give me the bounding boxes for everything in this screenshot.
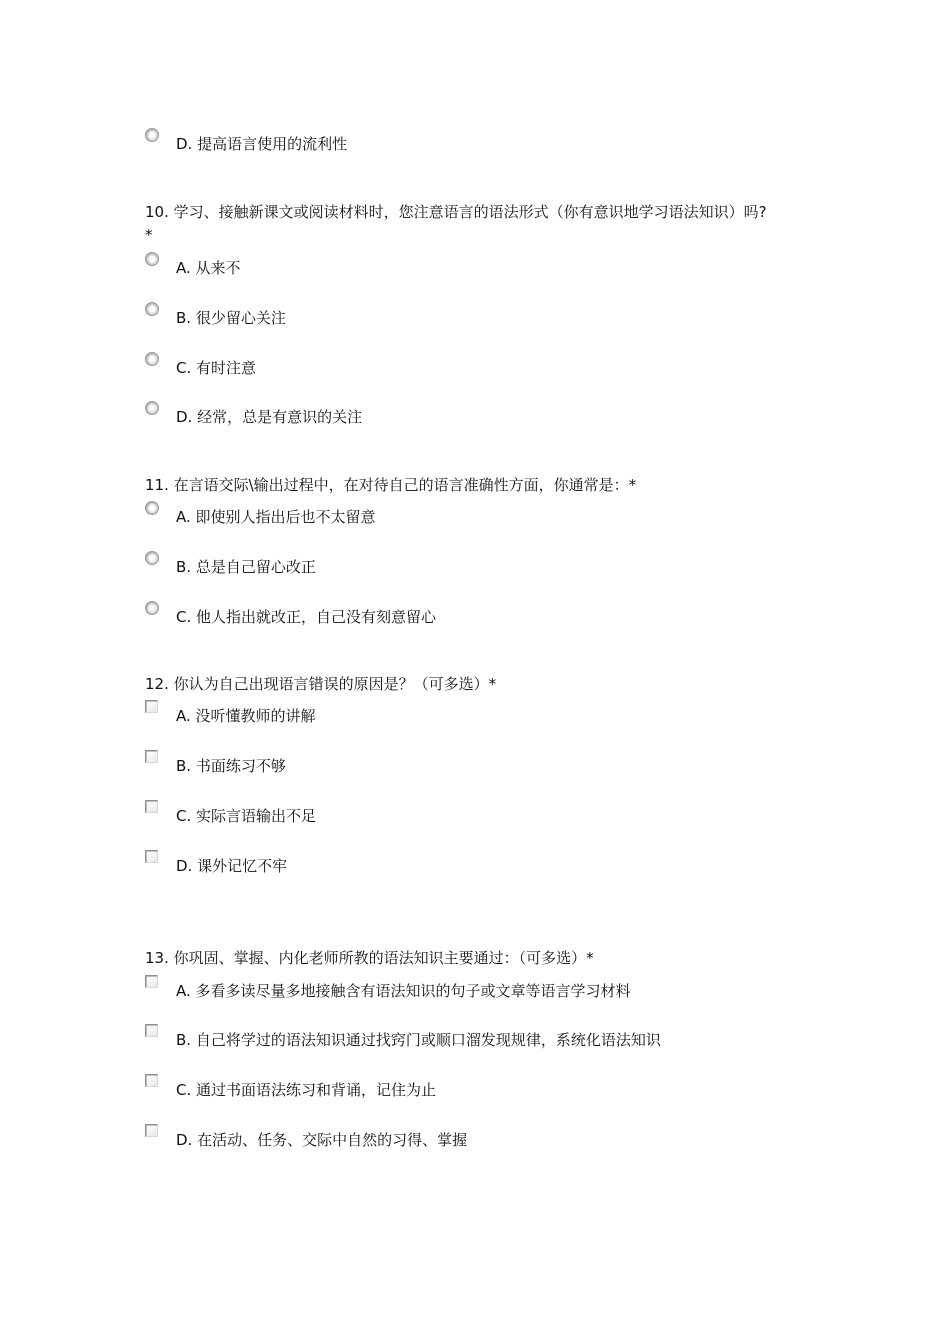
q9-option-d[interactable] (145, 134, 845, 154)
radio-button-icon[interactable] (145, 352, 159, 366)
checkbox-icon[interactable] (145, 800, 158, 813)
q13-option-c[interactable] (145, 1080, 845, 1100)
radio-button-icon[interactable] (145, 601, 159, 615)
question-10-text: 10. 学习、接触新课文或阅读材料时，您注意语言的语法形式（你有意识地学习语法知识）吗? (145, 203, 767, 221)
q12-option-a[interactable] (145, 706, 845, 726)
option-label: C. 通过书面语法练习和背诵，记住为止 (176, 1081, 437, 1099)
q13-option-b[interactable] (145, 1030, 845, 1050)
option-label: B. 书面练习不够 (176, 757, 286, 775)
required-mark: * (145, 226, 153, 244)
radio-button-icon[interactable] (145, 401, 159, 415)
checkbox-icon[interactable] (145, 1024, 158, 1037)
radio-button-icon[interactable] (145, 252, 159, 266)
q10-option-a[interactable] (145, 258, 845, 278)
q12-option-d[interactable] (145, 856, 845, 876)
option-label: A. 从来不 (176, 259, 241, 277)
checkbox-icon[interactable] (145, 1124, 158, 1137)
q11-option-a[interactable] (145, 507, 845, 527)
checkbox-icon[interactable] (145, 1074, 158, 1087)
checkbox-icon[interactable] (145, 750, 158, 763)
option-label: D. 经常，总是有意识的关注 (176, 408, 363, 426)
option-label: D. 在活动、任务、交际中自然的习得、掌握 (176, 1131, 468, 1149)
option-label: B. 总是自己留心改正 (176, 558, 316, 576)
option-label: A. 没听懂教师的讲解 (176, 707, 316, 725)
checkbox-icon[interactable] (145, 850, 158, 863)
option-label: C. 他人指出就改正，自己没有刻意留心 (176, 608, 437, 626)
option-label: B. 自己将学过的语法知识通过找窍门或顺口溜发现规律，系统化语法知识 (176, 1031, 661, 1049)
option-label: D. 课外记忆不牢 (176, 857, 288, 875)
option-label: C. 有时注意 (176, 359, 257, 377)
q10-option-c[interactable] (145, 358, 845, 378)
option-label: A. 即使别人指出后也不太留意 (176, 508, 376, 526)
q11-option-c[interactable] (145, 607, 845, 627)
q13-option-d[interactable] (145, 1130, 845, 1150)
q10-option-b[interactable] (145, 308, 845, 328)
checkbox-icon[interactable] (145, 975, 158, 988)
option-label: D. 提高语言使用的流利性 (176, 135, 348, 153)
q12-option-b[interactable] (145, 756, 845, 776)
radio-button-icon[interactable] (145, 501, 159, 515)
radio-button-icon[interactable] (145, 551, 159, 565)
radio-button-icon[interactable] (145, 128, 159, 142)
option-label: A. 多看多读尽量多地接触含有语法知识的句子或文章等语言学习材料 (176, 982, 631, 1000)
question-13-text: 13. 你巩固、掌握、内化老师所教的语法知识主要通过：（可多选）* (145, 949, 594, 967)
checkbox-icon[interactable] (145, 700, 158, 713)
question-11-text: 11. 在言语交际\输出过程中，在对待自己的语言准确性方面，你通常是：* (145, 476, 637, 494)
q13-option-a[interactable] (145, 981, 845, 1001)
option-label: B. 很少留心关注 (176, 309, 286, 327)
q10-option-d[interactable] (145, 407, 845, 427)
q11-option-b[interactable] (145, 557, 845, 577)
radio-button-icon[interactable] (145, 302, 159, 316)
option-label: C. 实际言语输出不足 (176, 807, 317, 825)
question-12-text: 12. 你认为自己出现语言错误的原因是？（可多选）* (145, 675, 497, 693)
q12-option-c[interactable] (145, 806, 845, 826)
